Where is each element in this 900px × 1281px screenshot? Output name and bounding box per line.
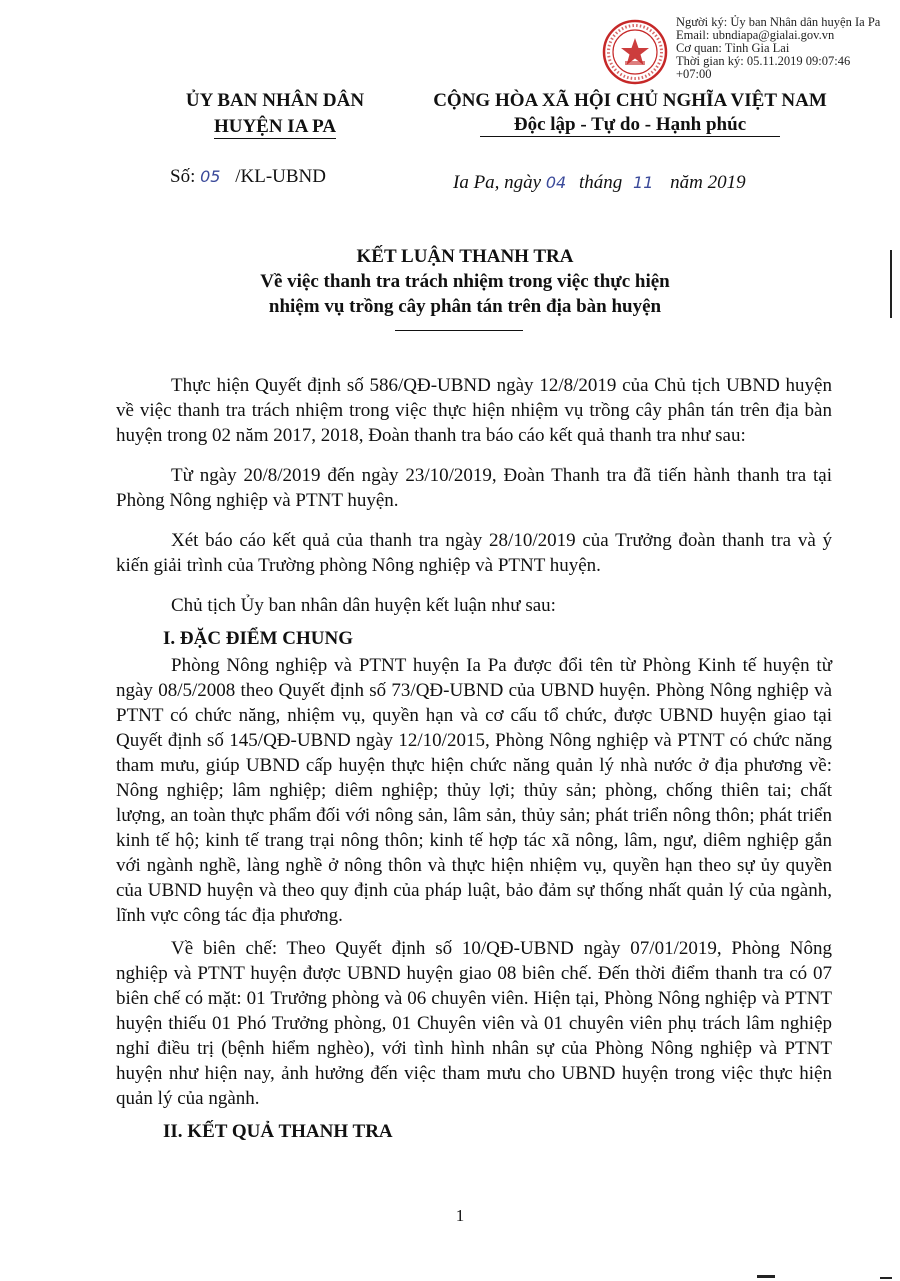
paragraph-1: Thực hiện Quyết định số 586/QĐ-UBND ngày 12/8/2019 của Chủ tịch UBND huyện về việc thanh tra trách nhiệm trong việc thực hiện nhiệm vụ trồng cây phân tán trên địa bàn huyện trong 02 năm 2017, 2018, Đoàn thanh tra báo cáo kết quả thanh tra như sau: — [116, 375, 832, 446]
official-seal-icon — [601, 18, 669, 86]
date-prefix: Ia Pa, ngày — [453, 172, 542, 193]
page-number: 1 — [455, 1206, 465, 1225]
document-body — [116, 373, 832, 1146]
nation-line-1: CỘNG HÒA XÃ HỘI CHỦ NGHĨA VIỆT NAM — [433, 90, 827, 111]
section-heading-2: II. KẾT QUẢ THANH TRA — [163, 1121, 393, 1142]
signature-signer: Người ký: Ủy ban Nhân dân huyện Ia Pa — [676, 15, 881, 29]
document-number — [170, 166, 326, 188]
document-date — [453, 172, 746, 194]
nation-line-2: Độc lập - Tự do - Hạnh phúc — [480, 114, 780, 137]
paragraph-3: Xét báo cáo kết quả của thanh tra ngày 28/10/2019 của Trưởng đoàn thanh tra và ý kiến giải trình của Trường phòng Nông nghiệp và PTNT huyện. — [116, 530, 832, 576]
title-line-3: nhiệm vụ trồng cây phân tán trên địa bàn huyện — [268, 296, 662, 317]
digital-signature-block — [676, 16, 896, 81]
signature-agency: Cơ quan: Tỉnh Gia Lai — [676, 41, 790, 55]
so-suffix: /KL-UBND — [235, 166, 326, 187]
scan-edge-mark — [880, 1277, 892, 1279]
signature-time: Thời gian ký: 05.11.2019 09:07:46 — [676, 54, 851, 68]
section-heading-1: I. ĐẶC ĐIỂM CHUNG — [163, 628, 353, 649]
date-day: 04 — [545, 173, 567, 192]
title-line-2: Về việc thanh tra trách nhiệm trong việc thực hiện — [260, 271, 670, 292]
so-number: 05 — [200, 167, 221, 186]
signature-timezone: +07:00 — [676, 67, 712, 81]
org-line-2: HUYỆN IA PA — [213, 116, 337, 137]
document-title — [150, 244, 780, 319]
scan-edge-mark — [757, 1275, 775, 1278]
date-year: năm 2019 — [670, 172, 746, 193]
signature-email: Email: ubndiapa@gialai.gov.vn — [676, 28, 835, 42]
date-month: 11 — [633, 173, 654, 192]
issuing-organization — [150, 88, 400, 140]
title-divider — [395, 330, 523, 331]
paragraph-2: Từ ngày 20/8/2019 đến ngày 23/10/2019, Đoàn Thanh tra đã tiến hành thanh tra tại Phòng Nông nghiệp và PTNT huyện. — [116, 465, 832, 511]
national-motto — [400, 88, 860, 137]
org-line-1: ỦY BAN NHÂN DÂN — [185, 90, 365, 111]
scan-edge-mark — [890, 250, 892, 318]
paragraph-4: Chủ tịch Ủy ban nhân dân huyện kết luận như sau: — [171, 595, 556, 616]
title-line-1: KẾT LUẬN THANH TRA — [356, 246, 574, 267]
so-label: Số: — [170, 166, 196, 187]
paragraph-5: Phòng Nông nghiệp và PTNT huyện Ia Pa được đổi tên từ Phòng Kinh tế huyện từ ngày 08/5/2008 theo Quyết định số 73/QĐ-UBND của UBND huyện. Phòng Nông nghiệp và PTNT có chức năng, nhiệm vụ, quyền hạn và cơ cấu tổ chức, được UBND huyện giao tại Quyết định số 145/QĐ-UBND ngày 12/10/2015, Phòng Nông nghiệp và PTNT có chức năng tham mưu, giúp UBND cấp huyện thực hiện chức năng quản lý nhà nước ở địa phương về: Nông nghiệp; lâm nghiệp; diêm nghiệp; thủy lợi; thủy sản; phòng, chống thiên tai; chất lượng, an toàn thực phẩm đối với nông sản, lâm sản, thủy sản; phát triển nông thôn; phát triển kinh tế hộ; kinh tế trang trại nông thôn; kinh tế hợp tác xã nông, lâm, ngư, diêm nghiệp gắn với ngành nghề, làng nghề ở nông thôn và thực hiện nhiệm vụ, quyền hạn theo sự ủy quyền của UBND huyện và theo quy định của pháp luật, bảo đảm sự thống nhất quản lý của ngành, lĩnh vực công tác địa phương. — [116, 655, 832, 926]
paragraph-6: Về biên chế: Theo Quyết định số 10/QĐ-UBND ngày 07/01/2019, Phòng Nông nghiệp và PTNT huyện được UBND huyện giao 08 biên chế. Đến thời điểm thanh tra có 07 biên chế có mặt: 01 Trưởng phòng và 06 chuyên viên. Hiện tại, Phòng Nông nghiệp và PTNT huyện thiếu 01 Phó Trưởng phòng, 01 Chuyên viên và 01 chuyên viên phụ trách lâm nghiệp nghỉ điều trị (bệnh hiểm nghèo), với tình hình nhân sự của Phòng Nông nghiệp và PTNT huyện như hiện nay, ảnh hưởng đến việc tham mưu cho UBND huyện trong việc thực hiện quản lý của ngành. — [116, 938, 832, 1109]
date-month-label: tháng — [578, 172, 623, 193]
